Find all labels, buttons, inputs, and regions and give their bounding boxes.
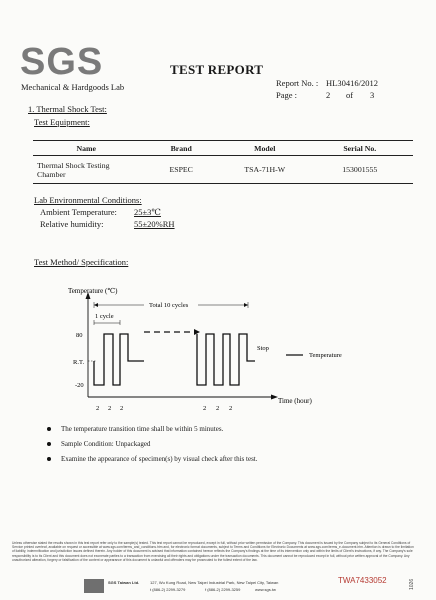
equipment-serial: 153001555 [307,156,413,184]
report-no-value: HL30416/2012 [326,78,378,88]
ambient-temp-value: 25±3℃ [134,207,161,217]
note-text: Sample Condition: Unpackaged [61,440,151,448]
page-total: 3 [370,90,375,100]
bullet-icon [47,442,51,446]
equipment-name-line1: Thermal Shock Testing [37,160,110,170]
equipment-title: Test Equipment: [34,117,90,127]
bullet-icon [47,457,51,461]
legend-label: Temperature [309,352,342,359]
header-serial: Serial No. [307,141,413,156]
header-model: Model [223,141,307,156]
environment-title: Lab Environmental Conditions: [34,195,142,205]
duration-label: 2 [120,405,124,412]
side-number: 1026 [409,578,415,590]
one-cycle-label: 1 cycle [95,313,114,320]
serial-stamp: TWA7433052 [338,576,387,585]
report-no-label: Report No. : [276,78,319,88]
humidity-label: Relative humidity: [40,219,104,229]
lab-name: Mechanical & Hardgoods Lab [21,82,125,92]
note-item [47,425,223,433]
ambient-temp-label: Ambient Temperature: [40,207,117,217]
note-text: The temperature transition time shall be within 5 minutes. [61,425,224,433]
footer-disclaimer: Unless otherwise stated the results shown in this test report refer only to the sample(s) tested. This test report cannot be reproduced, except in full, without prior written permission of the Company. This document is issued by the Company subject to its General Conditions of Service printed overleaf, available on request or accessible at www.sgs.com/terms_and_conditions.htm and, for electronic format documents, subject to Terms and Conditions for Electronic Documents at www.sgs.com/terms_e-document.htm. Attention is drawn to the limitation of liability, indemnification and jurisdiction issues defined therein. Any holder of this document is advised that information contained hereon reflects the Company's findings at the time of its intervention only and within the limits of Client's instructions, if any. The Company's sole responsibility is to its Client and this document does not exonerate parties to a transaction from exercising all their rights and obligations under the transaction documents. This document cannot be reproduced except in full, without prior written approval of the Company. Any unauthorized alteration, forgery or falsification of the content or appearance of this document is unlawful and offenders may be prosecuted to the fullest extent of the law. [12,541,414,562]
footer-phone: t (886-2) 2299-3279 [150,587,186,592]
duration-label: 2 [108,405,112,412]
duration-label: 2 [216,405,220,412]
page-label: Page : [276,90,298,100]
sgs-logo: SGS [20,41,104,83]
header-brand: Brand [139,141,223,156]
footer-address: 127, Wu Kung Road, New Taipei Industrial Park, New Taipei City, Taiwan [150,580,279,585]
x-axis-arrow [271,395,278,400]
footer-company: SGS Taiwan Ltd. [108,580,140,585]
sgs-footer-logo [84,579,104,593]
temperature-waveform-end [197,334,255,385]
x-axis-label: Time (hour) [278,397,312,405]
note-text: Examine the appearance of specimen(s) by visual check after this test. [61,455,258,463]
total-arrowhead-right [244,303,248,307]
page-current: 2 [326,90,331,100]
footer-fax: f (886-2) 2299-3259 [205,587,241,592]
note-item [47,440,150,448]
total-arrowhead-left [94,303,98,307]
header-name: Name [33,141,139,156]
duration-label: 2 [203,405,207,412]
temperature-waveform-start [94,334,144,385]
duration-label: 2 [229,405,233,412]
section-title: 1. Thermal Shock Test: [28,104,107,114]
report-title: TEST REPORT [170,62,264,77]
method-title: Test Method/ Specification: [34,257,129,267]
note-item [47,455,258,463]
equipment-name-line2: Chamber [37,169,66,179]
y-tick-m20: -20 [75,382,84,389]
bullet-icon [47,427,51,431]
page-of: of [346,90,354,100]
duration-label: 2 [96,405,100,412]
equipment-brand: ESPEC [139,156,223,184]
humidity-value: 55±20%RH [134,219,175,229]
stop-label: Stop [257,345,269,352]
y-tick-rt: R.T. [73,359,85,366]
equipment-model: TSA-71H-W [223,156,307,184]
footer-website: www.sgs.tw [255,587,276,592]
y-tick-80: 80 [76,332,83,339]
y-axis-label: Temperature (℃) [68,287,118,295]
total-cycles-label: Total 10 cycles [149,302,189,309]
